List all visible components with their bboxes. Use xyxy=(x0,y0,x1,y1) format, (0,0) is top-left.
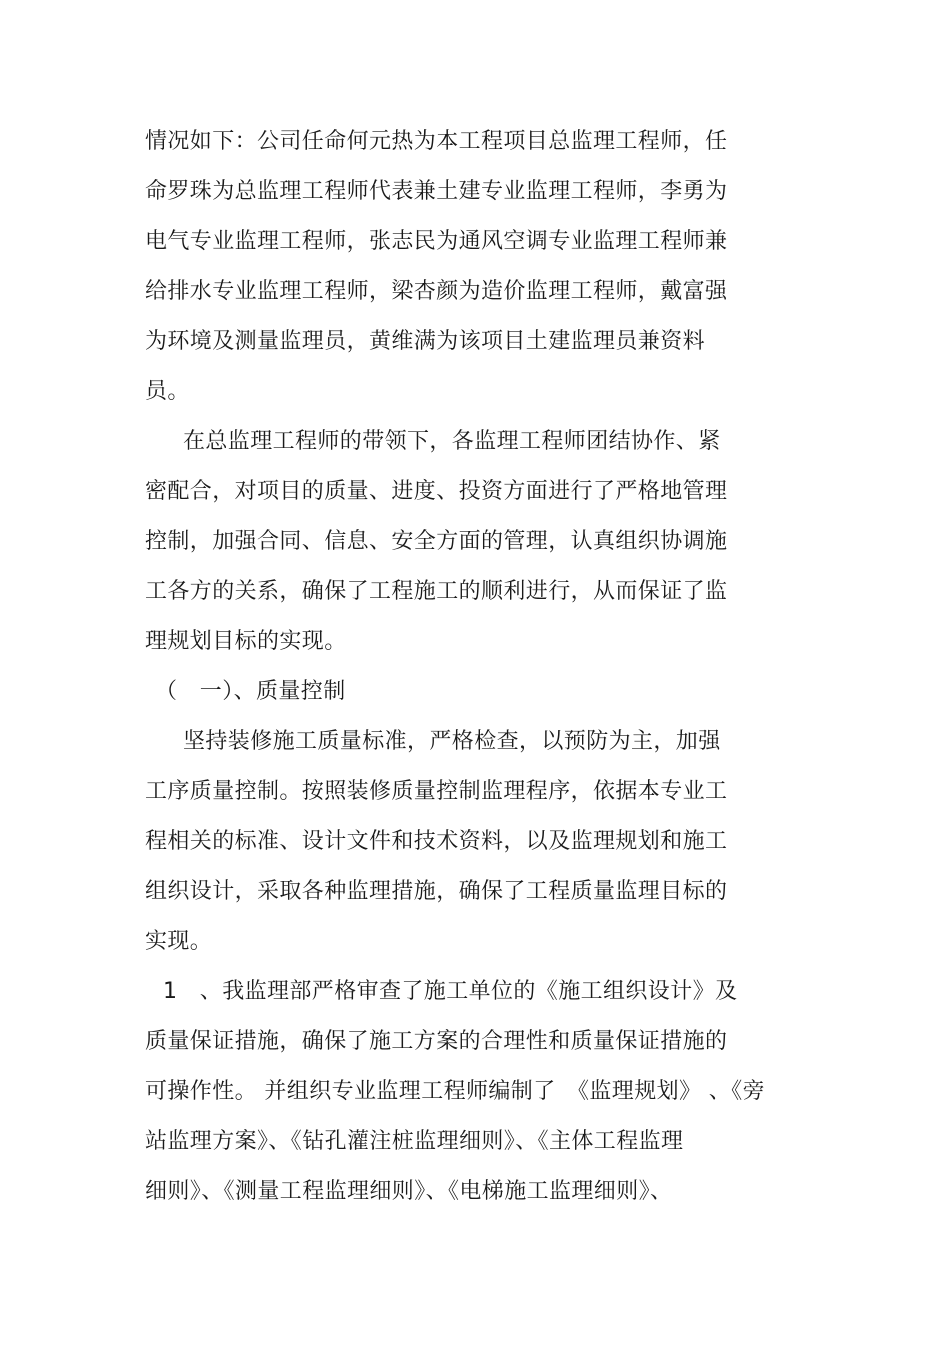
text-line: 可操作性。 并组织专业监理工程师编制了 《监理规划》 、《旁 xyxy=(145,1079,765,1104)
text-line: 情况如下：公司任命何元热为本工程项目总监理工程师，任 xyxy=(145,129,728,154)
text-line: 细则》、《测量工程监理细则》、《电梯施工监理细则》、 xyxy=(145,1179,673,1204)
text-line: 为环境及测量监理员，黄维满为该项目土建监理员兼资料 xyxy=(145,329,706,354)
text-line: 给排水专业监理工程师，梁杏颜为造价监理工程师，戴富强 xyxy=(145,279,728,304)
text-line: 密配合，对项目的质量、进度、投资方面进行了严格地管理 xyxy=(145,479,728,504)
text-line: 工序质量控制。按照装修质量控制监理程序，依据本专业工 xyxy=(145,779,728,804)
text-line: 质量保证措施，确保了施工方案的合理性和质量保证措施的 xyxy=(145,1029,728,1054)
text-line: 电气专业监理工程师，张志民为通风空调专业监理工程师兼 xyxy=(145,229,728,254)
text-line: 控制，加强合同、信息、安全方面的管理，认真组织协调施 xyxy=(145,529,728,554)
section-heading: （ 一）、质量控制 xyxy=(155,679,346,704)
text-line: 理规划目标的实现。 xyxy=(145,629,347,654)
paragraph-first-line: 坚持装修施工质量标准，严格检查，以预防为主，加强 xyxy=(183,729,721,754)
numbered-item-line: 1 、我监理部严格审查了施工单位的《施工组织设计》及 xyxy=(163,979,738,1004)
text-line: 工各方的关系，确保了工程施工的顺利进行，从而保证了监 xyxy=(145,579,728,604)
text-line: 站监理方案》、《钻孔灌注桩监理细则》、《主体工程监理 xyxy=(145,1129,684,1154)
paragraph-first-line: 在总监理工程师的带领下，各监理工程师团结协作、紧 xyxy=(183,429,721,454)
text-line: 命罗珠为总监理工程师代表兼土建专业监理工程师，李勇为 xyxy=(145,179,728,204)
text-line: 组织设计，采取各种监理措施，确保了工程质量监理目标的 xyxy=(145,879,728,904)
text-line: 程相关的标准、设计文件和技术资料，以及监理规划和施工 xyxy=(145,829,728,854)
text-line: 实现。 xyxy=(145,929,213,954)
text-line: 员。 xyxy=(145,379,190,404)
